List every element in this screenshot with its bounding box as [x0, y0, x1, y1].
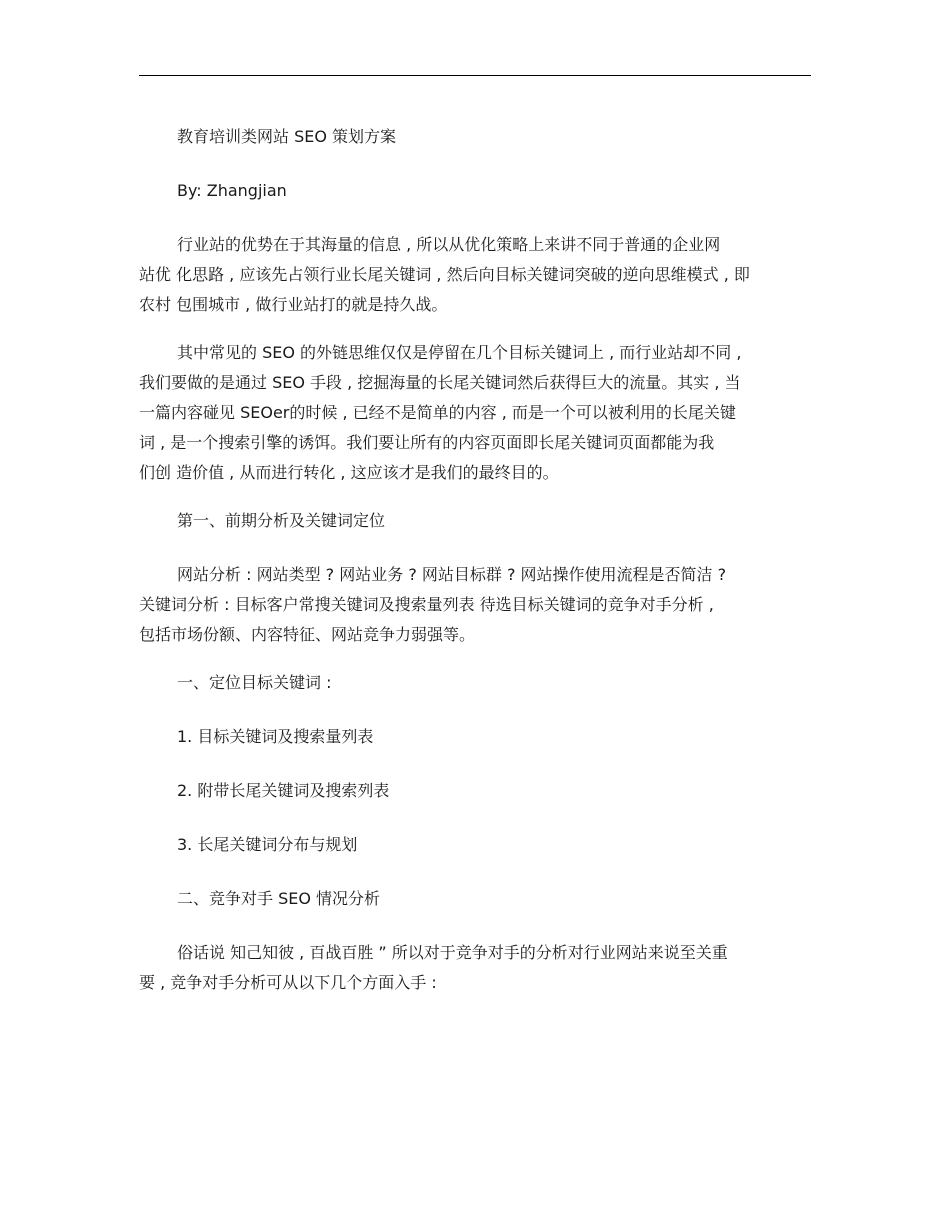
paragraph-analysis: [139, 560, 811, 650]
document-author: By: Zhangjian: [177, 181, 287, 200]
text-line: 农村 包围城市 , 做行业站打的就是持久战。: [139, 295, 448, 314]
text-line: 其中常见的 SEO 的外链思维仅仅是停留在几个目标关键词上 , 而行业站却不同 ,: [177, 343, 742, 362]
text-line: 词 , 是一个搜索引擎的诱饵。我们要让所有的内容页面即长尾关键词页面都能为我: [139, 433, 715, 452]
list-item: 2. 附带长尾关键词及搜索列表: [177, 781, 390, 800]
subheading-competitor-analysis: 二、竞争对手 SEO 情况分析: [177, 889, 381, 908]
paragraph-intro: [139, 230, 811, 320]
paragraph-competitor: [139, 938, 811, 998]
document-body: [139, 122, 811, 1016]
text-line: 我们要做的是通过 SEO 手段 , 挖掘海量的长尾关键词然后获得巨大的流量。其实 , 当: [139, 373, 741, 392]
paragraph-longtail: [139, 338, 811, 488]
list-item: 1. 目标关键词及搜索量列表: [177, 727, 374, 746]
document-title: 教育培训类网站 SEO 策划方案: [177, 127, 397, 146]
text-line: 一篇内容碰见 SEOer的时候 , 已经不是简单的内容 , 而是一个可以被利用的长尾关键: [139, 403, 736, 422]
text-line: 网站分析 : 网站类型 ? 网站业务 ? 网站目标群 ? 网站操作使用流程是否简洁 ?: [177, 565, 727, 584]
text-line: 包括市场份额、内容特征、网站竞争力弱强等。: [139, 625, 476, 644]
text-line: 们创 造价值 , 从而进行转化 , 这应该才是我们的最终目的。: [139, 463, 559, 482]
subheading-target-keywords: 一、定位目标关键词 :: [177, 673, 332, 692]
text-line: 俗话说 知己知彼 , 百战百胜 ” 所以对于竞争对手的分析对行业网站来说至关重: [177, 943, 728, 962]
text-line: 站优 化思路 , 应该先占领行业长尾关键词 , 然后向目标关键词突破的逆向思维模式 , 即: [139, 265, 750, 284]
list-item: 3. 长尾关键词分布与规划: [177, 835, 358, 854]
header-rule: [139, 75, 811, 76]
text-line: 行业站的优势在于其海量的信息 , 所以从优化策略上来讲不同于普通的企业网: [177, 235, 721, 254]
section-heading-1: 第一、前期分析及关键词定位: [177, 511, 386, 530]
text-line: 要 , 竞争对手分析可从以下几个方面入手 :: [139, 973, 437, 992]
text-line: 关键词分析 : 目标客户常搜关键词及搜索量列表 待选目标关键词的竞争对手分析 ,: [139, 595, 714, 614]
